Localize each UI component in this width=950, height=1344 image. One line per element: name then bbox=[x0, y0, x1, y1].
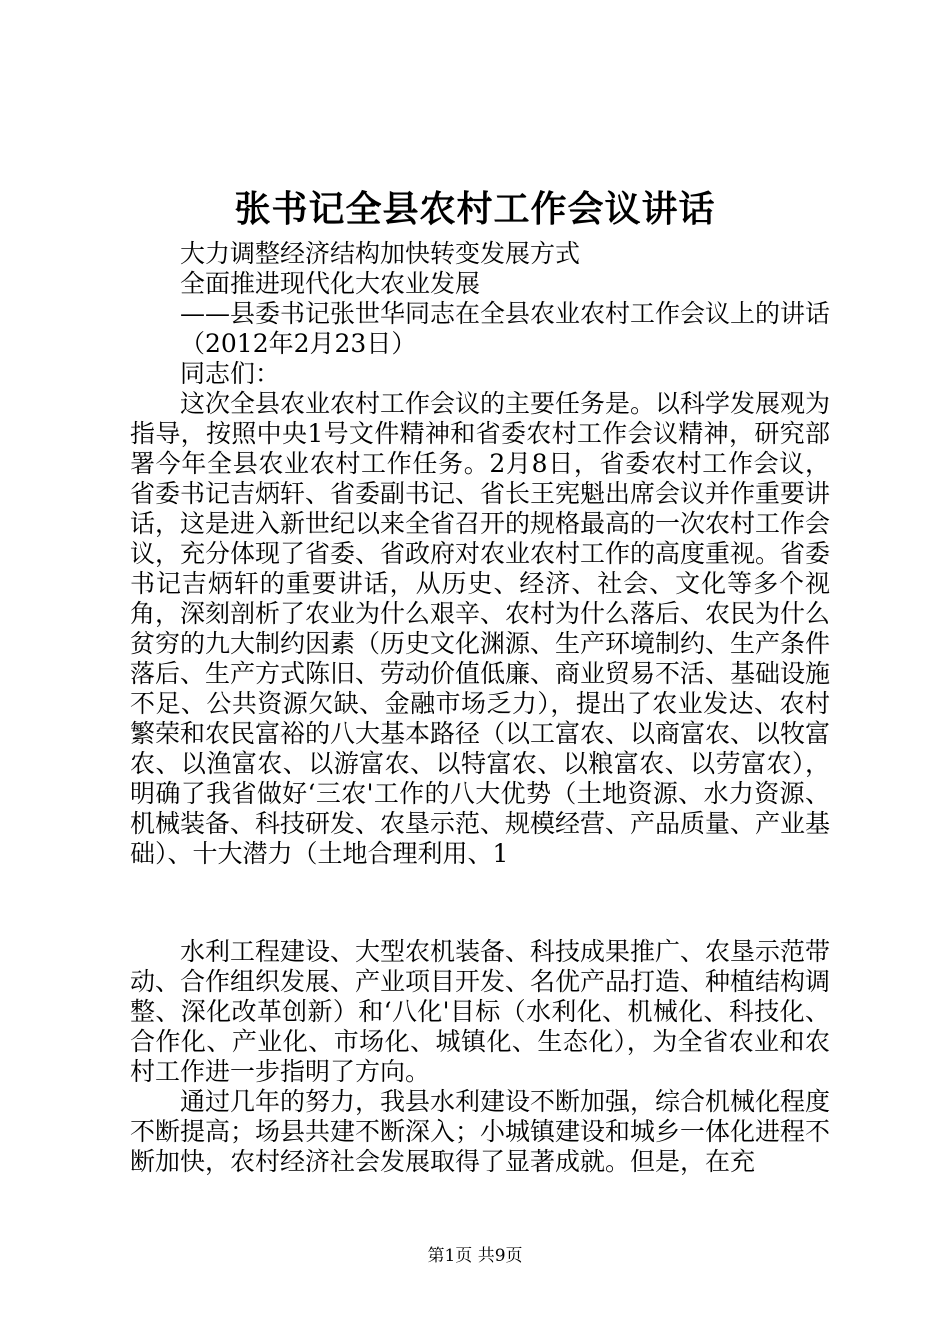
subtitle-line-1: 大力调整经济结构加快转变发展方式 bbox=[180, 239, 581, 268]
salutation: 同志们： bbox=[180, 359, 281, 388]
page-number-footer: 第1页 共9页 bbox=[427, 1246, 523, 1266]
body-paragraph-3: 通过几年的努力，我县水利建设不断加强，综合机械化程度不断提高；场县共建不断深入；小城镇建设和城乡一体化进程不断加快，农村经济社会发展取得了显著成就。但是，在充 bbox=[130, 1087, 831, 1176]
subtitle-line-2: 全面推进现代化大农业发展 bbox=[180, 269, 481, 298]
body-paragraph-2: 水利工程建设、大型农机装备、科技成果推广、农垦示范带动、合作组织发展、产业项目开发、名优产品打造、种植结构调整、深化改革创新）和‘八化'目标（水利化、机械化、科技化、合作化、产业化、市场化、城镇化、生态化），为全省农业和农村工作进一步指明了方向。 bbox=[130, 937, 831, 1086]
byline: ——县委书记张世华同志在全县农业农村工作会议上的讲话 bbox=[180, 299, 831, 328]
heading-block bbox=[130, 239, 830, 869]
body-paragraph-1: 这次全县农业农村工作会议的主要任务是。以科学发展观为指导，按照中央1号文件精神和省委农村工作会议精神，研究部署今年全县农业农村工作任务。2月8日，省委农村工作会议，省委书记吉炳轩、省委副书记、省长王宪魁出席会议并作重要讲话，这是进入新世纪以来全省召开的规格最高的一次农村工作会议，充分体现了省委、省政府对农业农村工作的高度重视。省委书记吉炳轩的重要讲话，从历史、经济、社会、文化等多个视角，深刻剖析了农业为什么艰辛、农村为什么落后、农民为什么贫穷的九大制约因素（历史文化渊源、生产环境制约、生产条件落后、生产方式陈旧、劳动价值低廉、商业贸易不活、基础设施不足、公共资源欠缺、金融市场乏力），提出了农业发达、农村繁荣和农民富裕的八大基本路径（以工富农、以商富农、以牧富农、以渔富农、以游富农、以特富农、以粮富农、以劳富农），明确了我省做好‘三农'工作的八大优势（土地资源、水力资源、机械装备、科技研发、农垦示范、规模经营、产品质量、产业基础）、十大潜力（土地合理利用、1 bbox=[130, 389, 831, 868]
document-title: 张书记全县农村工作会议讲话 bbox=[234, 188, 716, 230]
continuation-block bbox=[130, 937, 830, 1177]
speech-date: （2012年2月23日） bbox=[180, 329, 417, 358]
